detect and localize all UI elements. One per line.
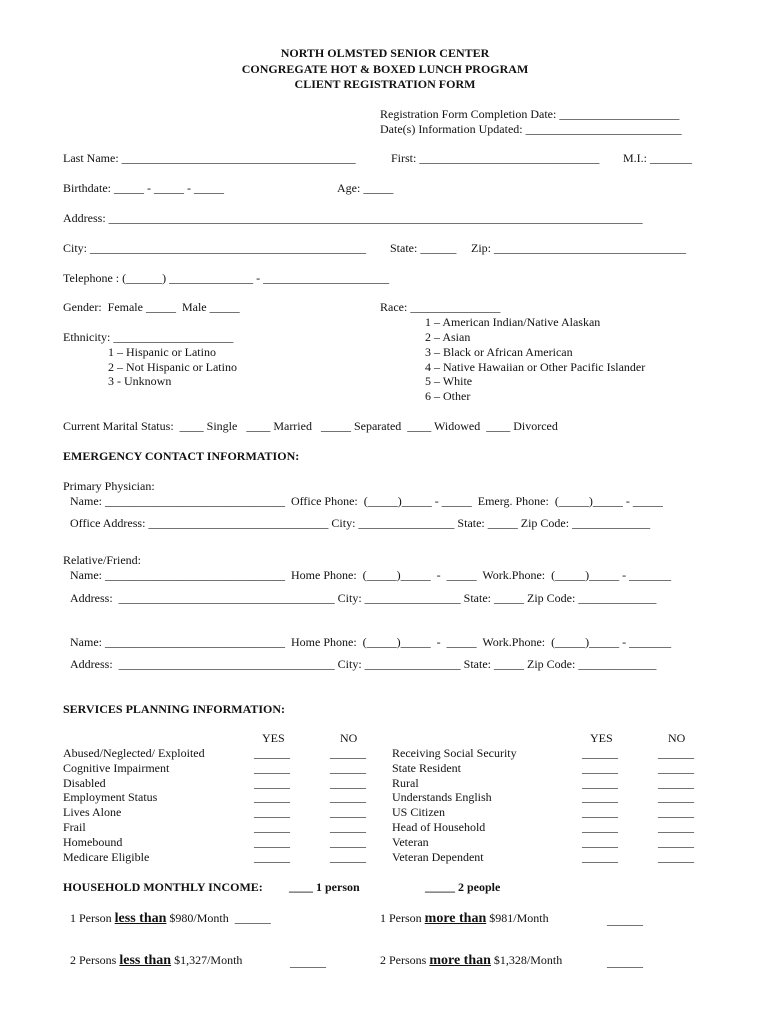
service-no-blank-left[interactable]: ______ <box>330 760 366 775</box>
service-no-blank-right[interactable]: ______ <box>658 775 694 790</box>
more-than-emphasis: more than <box>424 911 487 926</box>
service-yes-blank-right[interactable]: ______ <box>582 849 618 864</box>
service-label-right: Veteran Dependent <box>392 849 484 864</box>
form-title-line1: NORTH OLMSTED SENIOR CENTER <box>280 46 490 60</box>
service-yes-blank-left[interactable]: ______ <box>254 834 290 849</box>
service-label-right: Head of Household <box>392 820 486 834</box>
gender-field[interactable]: Gender: Female _____ Male _____ <box>63 300 240 314</box>
services-section-title: SERVICES PLANNING INFORMATION: <box>63 702 286 716</box>
income-section-title: HOUSEHOLD MONTHLY INCOME: <box>63 880 263 894</box>
race-option: 6 – Other <box>425 389 471 403</box>
address-field[interactable]: Address: _________________________________________________________________________________________ <box>63 211 643 225</box>
service-no-blank-right[interactable]: ______ <box>658 820 694 834</box>
state-field[interactable]: State: ______ <box>390 241 457 255</box>
service-no-blank-right[interactable]: ______ <box>658 790 694 805</box>
ethnicity-option: 3 - Unknown <box>108 374 172 388</box>
service-yes-blank-left[interactable]: ______ <box>254 775 290 790</box>
income-2-less-blank[interactable]: ______ <box>290 955 326 969</box>
zip-field[interactable]: Zip: ________________________________ <box>471 241 686 255</box>
physician-address-field[interactable]: Office Address: ______________________________ City: ________________ State: _____ Zip Code: _____________ <box>70 516 651 530</box>
service-no-blank-right[interactable]: ______ <box>658 834 694 849</box>
relative2-name-field[interactable]: Name: ______________________________ Home Phone: (_____)_____ - _____ Work.Phone: (_____)_____ - _______ <box>70 635 672 649</box>
ethnicity-option: 2 – Not Hispanic or Latino <box>108 360 237 374</box>
service-no-blank-right[interactable]: ______ <box>658 849 694 864</box>
service-yes-blank-right[interactable]: ______ <box>582 805 618 820</box>
service-label-right: State Resident <box>392 760 461 775</box>
service-yes-blank-right[interactable]: ______ <box>582 820 618 834</box>
service-yes-blank-left[interactable]: ______ <box>254 820 290 834</box>
completion-date-field[interactable]: Registration Form Completion Date: ____________________ <box>380 107 680 121</box>
service-yes-blank-left[interactable]: ______ <box>254 760 290 775</box>
one-person-option[interactable]: ____ 1 person <box>289 880 360 894</box>
service-no-blank-right[interactable]: ______ <box>658 805 694 820</box>
city-field[interactable]: City: ______________________________________________ <box>63 241 367 255</box>
less-than-emphasis: less than <box>119 953 172 968</box>
form-title-line3: CLIENT REGISTRATION FORM <box>294 77 476 91</box>
last-name-field[interactable]: Last Name: _______________________________________ <box>63 151 356 165</box>
service-label-left: Frail <box>63 820 86 834</box>
service-yes-blank-left[interactable]: ______ <box>254 805 290 820</box>
middle-initial-field[interactable]: M.I.: _______ <box>623 151 692 165</box>
race-field[interactable]: Race: _______________ <box>380 300 501 314</box>
yes-header-right: YES <box>590 731 613 745</box>
income-1-more-blank[interactable]: ______ <box>607 913 643 927</box>
service-no-blank-left[interactable]: ______ <box>330 746 366 760</box>
race-option: 1 – American Indian/Native Alaskan <box>425 315 601 329</box>
two-people-option[interactable]: _____ 2 people <box>425 880 501 894</box>
service-yes-blank-right[interactable]: ______ <box>582 760 618 775</box>
race-option: 3 – Black or African American <box>425 345 573 359</box>
race-option: 5 – White <box>425 374 473 388</box>
updated-date-field[interactable]: Date(s) Information Updated: __________________________ <box>380 122 682 136</box>
service-label-left: Lives Alone <box>63 805 122 820</box>
relative2-address-field[interactable]: Address: ____________________________________ City: ________________ State: _____ Zip Code: _____________ <box>70 657 657 671</box>
service-yes-blank-right[interactable]: ______ <box>582 746 618 760</box>
service-no-blank-left[interactable]: ______ <box>330 820 366 834</box>
service-yes-blank-right[interactable]: ______ <box>582 790 618 805</box>
income-2-more-blank[interactable]: ______ <box>607 955 643 969</box>
service-label-left: Abused/Neglected/ Exploited <box>63 746 205 760</box>
service-no-blank-left[interactable]: ______ <box>330 790 366 805</box>
service-label-right: Understands English <box>392 790 492 805</box>
service-label-right: US Citizen <box>392 805 445 820</box>
birthdate-field[interactable]: Birthdate: _____ - _____ - _____ <box>63 181 224 195</box>
marital-status-field[interactable]: Current Marital Status: ____ Single ____ Married _____ Separated ____ Widowed ____ Divorced <box>63 419 558 433</box>
ethnicity-field[interactable]: Ethnicity: ____________________ <box>63 330 234 344</box>
service-label-right: Veteran <box>392 834 429 849</box>
service-yes-blank-right[interactable]: ______ <box>582 834 618 849</box>
race-option: 4 – Native Hawaiian or Other Pacific Islander <box>425 360 646 374</box>
service-yes-blank-left[interactable]: ______ <box>254 849 290 864</box>
income-1-more[interactable]: 1 Person more than $981/Month <box>380 911 549 926</box>
service-no-blank-left[interactable]: ______ <box>330 805 366 820</box>
service-label-left: Medicare Eligible <box>63 849 150 864</box>
first-name-field[interactable]: First: ______________________________ <box>391 151 600 165</box>
income-2-more[interactable]: 2 Persons more than $1,328/Month <box>380 953 563 968</box>
service-yes-blank-right[interactable]: ______ <box>582 775 618 790</box>
relative1-address-field[interactable]: Address: ____________________________________ City: ________________ State: _____ Zip Code: _____________ <box>70 591 657 605</box>
service-label-left: Homebound <box>63 834 123 849</box>
no-header-left: NO <box>340 731 358 745</box>
service-no-blank-right[interactable]: ______ <box>658 760 694 775</box>
race-option: 2 – Asian <box>425 330 471 344</box>
service-yes-blank-left[interactable]: ______ <box>254 790 290 805</box>
physician-name-field[interactable]: Name: ______________________________ Office Phone: (_____)_____ - _____ Emerg. Phone: (_____)_____ - _____ <box>70 494 663 508</box>
no-header-right: NO <box>668 731 686 745</box>
less-than-emphasis: less than <box>114 911 167 926</box>
relative1-name-field[interactable]: Name: ______________________________ Home Phone: (_____)_____ - _____ Work.Phone: (_____)_____ - _______ <box>70 568 672 582</box>
age-field[interactable]: Age: _____ <box>337 181 394 195</box>
service-no-blank-right[interactable]: ______ <box>658 746 694 760</box>
service-label-left: Employment Status <box>63 790 158 805</box>
telephone-field[interactable]: Telephone : (______) ______________ - _____________________ <box>63 271 390 285</box>
emergency-section-title: EMERGENCY CONTACT INFORMATION: <box>63 449 300 463</box>
service-label-right: Rural <box>392 775 419 790</box>
income-1-less[interactable]: 1 Person less than $980/Month ______ <box>70 911 271 926</box>
service-no-blank-left[interactable]: ______ <box>330 834 366 849</box>
ethnicity-option: 1 – Hispanic or Latino <box>108 345 216 359</box>
service-yes-blank-left[interactable]: ______ <box>254 746 290 760</box>
service-no-blank-left[interactable]: ______ <box>330 849 366 864</box>
service-label-right: Receiving Social Security <box>392 746 517 760</box>
service-label-left: Disabled <box>63 775 106 790</box>
income-2-less[interactable]: 2 Persons less than $1,327/Month <box>70 953 243 968</box>
physician-label: Primary Physician: <box>63 479 155 493</box>
service-no-blank-left[interactable]: ______ <box>330 775 366 790</box>
more-than-emphasis: more than <box>429 953 491 968</box>
form-title-line2: CONGREGATE HOT & BOXED LUNCH PROGRAM <box>241 62 529 76</box>
service-label-left: Cognitive Impairment <box>63 760 170 775</box>
yes-header-left: YES <box>262 731 285 745</box>
relative-label: Relative/Friend: <box>63 553 141 567</box>
